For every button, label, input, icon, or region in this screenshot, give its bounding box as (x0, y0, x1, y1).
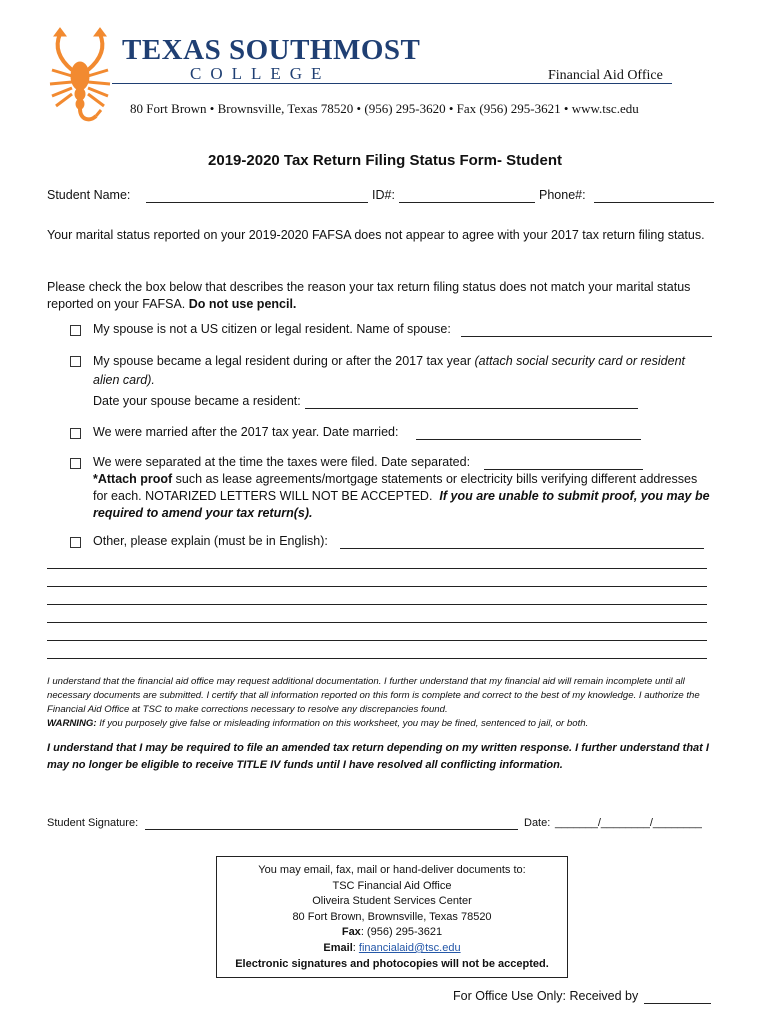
electronic-notice: Electronic signatures and photocopies will not be accepted. (235, 957, 549, 970)
warning-label: WARNING: (47, 718, 97, 729)
checkbox-option-1[interactable] (70, 325, 81, 336)
disclaimer-body: I understand that the financial aid office may request additional documentation. I further understand that my financial aid will remain incomplete until all necessary documents are submitted. I certify that all information reported on this form is complete and correct to the best of my knowledge. I authorize the Financial Aid Office at TSC to make corrections necessary to resolve any discrepancies found. (47, 676, 700, 715)
resident-date-field[interactable] (305, 408, 638, 409)
date-label: Date: (524, 817, 551, 829)
signature-label: Student Signature: (47, 817, 139, 829)
contact-office: TSC Financial Aid Office (332, 879, 452, 892)
contact-center: Oliveira Student Services Center (312, 895, 472, 908)
amend-warning: If you are unable to submit proof, you may be required to amend your tax return(s). (93, 489, 710, 520)
address-line: 80 Fort Brown • Brownsville, Texas 78520 • (956) 295-3620 • Fax (956) 295-3621 • www.tsc.edu (130, 101, 639, 116)
fax-label: Fax (341, 926, 361, 939)
option-3-label: We were married after the 2017 tax year. Date married: (93, 425, 399, 439)
resident-date-label: Date your spouse became a resident: (93, 394, 301, 408)
id-label: ID#: (372, 188, 395, 202)
option-1-label: My spouse is not a US citizen or legal resident. Name of spouse: (93, 322, 451, 336)
email-link[interactable]: financialaid@tsc.edu (358, 941, 461, 954)
checkbox-option-3[interactable] (70, 428, 81, 439)
phone-field[interactable] (594, 202, 714, 203)
warning-text: If you purposely give false or misleading information on this worksheet, you may be fined, sentenced to jail, or both. (99, 718, 589, 729)
explain-field-line-1[interactable] (47, 568, 707, 569)
office-use-label: For Office Use Only: Received by (453, 989, 639, 1003)
signature-field[interactable] (145, 829, 518, 830)
intro-paragraph-2 (47, 279, 717, 313)
checkbox-option-2[interactable] (70, 356, 81, 367)
separated-date-field[interactable] (484, 469, 643, 470)
explain-field-line-3[interactable] (47, 604, 707, 605)
phone-label: Phone#: (539, 188, 586, 202)
student-name-field[interactable] (146, 202, 368, 203)
student-name-label: Student Name: (47, 188, 131, 202)
pencil-warning: Do not use pencil. (188, 297, 297, 311)
option-2-text: My spouse became a legal resident during or after the 2017 tax year (93, 354, 471, 368)
checkbox-option-4[interactable] (70, 458, 81, 469)
office-name: Financial Aid Office (548, 68, 663, 83)
explain-field-line-2[interactable] (47, 586, 707, 587)
option-4-label: We were separated at the time the taxes were filed. Date separated: (93, 455, 471, 469)
checkbox-option-5[interactable] (70, 537, 81, 548)
contact-intro: You may email, fax, mail or hand-deliver documents to: (258, 864, 526, 876)
date-field[interactable]: _______/________/________ (555, 817, 702, 829)
intro-paragraph-1: Your marital status reported on your 2019-2020 FAFSA does not appear to agree with your 2017 tax return filing status. (47, 228, 705, 242)
attach-proof-label: *Attach proof (93, 472, 173, 486)
fax-value: : (956) 295-3621 (360, 926, 443, 939)
contact-email: Email: financialaid@tsc.edu (323, 941, 461, 954)
spouse-name-field[interactable] (461, 336, 712, 337)
option-2-label (93, 352, 708, 390)
scorpion-logo (38, 24, 122, 124)
form-title: 2019-2020 Tax Return Filing Status Form- Student (208, 152, 562, 169)
contact-box (216, 856, 568, 978)
intro-text: Please check the box below that describes the reason your tax return filing status does not match your marital status reported on your FAFSA. (47, 280, 691, 311)
explain-field-line-6[interactable] (47, 658, 707, 659)
explain-field-line-5[interactable] (47, 640, 707, 641)
contact-fax (217, 925, 567, 941)
received-by-field[interactable] (644, 1003, 711, 1004)
contact-address: 80 Fort Brown, Brownsville, Texas 78520 (292, 910, 492, 923)
option-5-label: Other, please explain (must be in English): (93, 534, 328, 548)
school-name: TEXAS SOUTHMOST (122, 34, 421, 66)
college-word: COLLEGE (190, 64, 331, 83)
email-label: Email (323, 941, 353, 954)
attach-proof-text: such as lease agreements/mortgage statements or electricity bills verifying different addresses for each. NOTARIZED LETTERS WILL NOT BE ACCEPTED. (93, 472, 698, 503)
disclaimer-text (47, 675, 729, 731)
option-2-note: (attach social security card or resident alien card). (93, 354, 685, 387)
explain-field-line-4[interactable] (47, 622, 707, 623)
option-4-details (93, 471, 715, 522)
eligibility-statement: I understand that I may be required to file an amended tax return depending on my written response. I further understand that I may no longer be eligible to receive TITLE IV funds until I have resolved all conflicting information. (47, 742, 709, 771)
id-field[interactable] (399, 202, 535, 203)
married-date-field[interactable] (416, 439, 641, 440)
explain-field-line-0[interactable] (340, 548, 704, 549)
